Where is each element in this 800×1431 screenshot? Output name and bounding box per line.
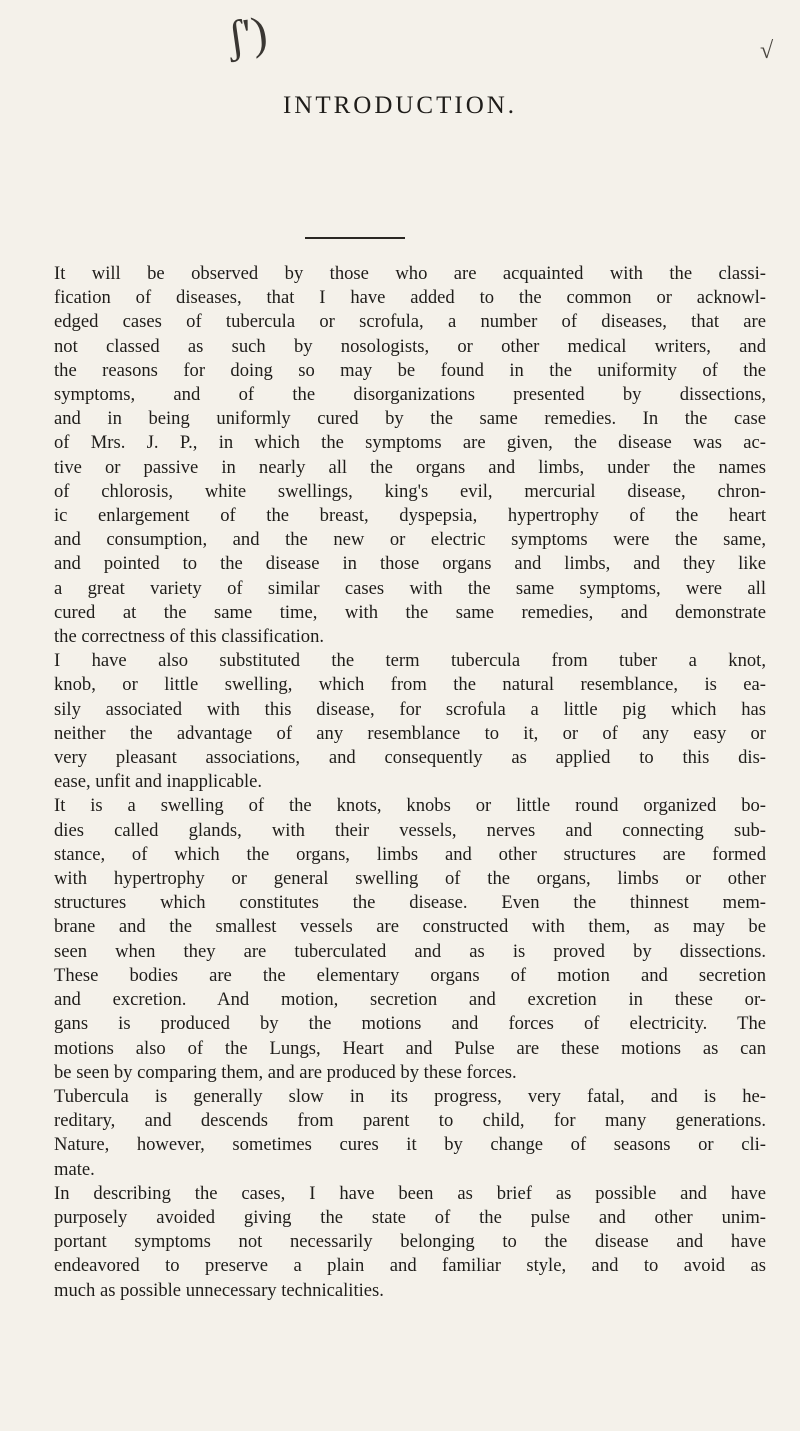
text-line: mate. xyxy=(54,1158,95,1180)
text-line: and pointed to the disease in those organs and limbs, and they like xyxy=(54,553,766,575)
text-line: tive or passive in nearly all the organs and limbs, under the names xyxy=(54,456,766,478)
text-line: of Mrs. J. P., in which the symptoms are given, the disease was ac- xyxy=(54,432,766,454)
text-line: with hypertrophy or general swelling of the organs, limbs or other xyxy=(54,868,766,890)
text-line: very pleasant associations, and consequently as applied to this dis- xyxy=(54,747,766,769)
text-line: motions also of the Lungs, Heart and Pulse are these motions as can xyxy=(54,1037,766,1059)
text-line: gans is produced by the motions and forces of electricity. The xyxy=(54,1013,766,1035)
text-line: reditary, and descends from parent to child, for many generations. xyxy=(54,1110,766,1132)
text-line: dies called glands, with their vessels, nerves and connecting sub- xyxy=(54,819,766,841)
text-line: and in being uniformly cured by the same remedies. In the case xyxy=(54,408,766,430)
page-mark-right: √ xyxy=(760,38,774,64)
text-line: In describing the cases, I have been as brief as possible and have xyxy=(54,1182,766,1204)
text-line: I have also substituted the term tubercula from tuber a knot, xyxy=(54,650,766,672)
page-mark-left: ʃ') xyxy=(224,6,271,63)
heading-rule xyxy=(305,237,405,239)
text-line: cured at the same time, with the same remedies, and demonstrate xyxy=(54,601,766,623)
text-line: not classed as such by nosologists, or other medical writers, and xyxy=(54,335,766,357)
text-line: Tubercula is generally slow in its progress, very fatal, and is he- xyxy=(54,1085,766,1107)
text-line: structures which constitutes the disease. Even the thinnest mem- xyxy=(54,892,766,914)
text-line: purposely avoided giving the state of the pulse and other unim- xyxy=(54,1206,766,1228)
body-text xyxy=(54,262,766,1303)
text-line: brane and the smallest vessels are constructed with them, as may be xyxy=(54,916,766,938)
text-line: the correctness of this classification. xyxy=(54,626,325,648)
text-line: It is a swelling of the knots, knobs or little round organized bo- xyxy=(54,795,766,817)
text-line: sily associated with this disease, for scrofula a little pig which has xyxy=(54,698,766,720)
text-line: ic enlargement of the breast, dyspepsia, hypertrophy of the heart xyxy=(54,505,766,527)
text-line: of chlorosis, white swellings, king's evil, mercurial disease, chron- xyxy=(54,480,766,502)
text-line: knob, or little swelling, which from the natural resemblance, is ea- xyxy=(54,674,766,696)
text-line: stance, of which the organs, limbs and other structures are formed xyxy=(54,843,766,865)
chapter-heading: INTRODUCTION. xyxy=(282,92,518,119)
text-line: endeavored to preserve a plain and familiar style, and to avoid as xyxy=(54,1255,766,1277)
text-line: symptoms, and of the disorganizations presented by dissections, xyxy=(54,384,766,406)
text-line: be seen by comparing them, and are produced by these forces. xyxy=(54,1061,517,1083)
text-line: the reasons for doing so may be found in the uniformity of the xyxy=(54,359,766,381)
text-line: much as possible unnecessary technicalities. xyxy=(54,1279,384,1301)
text-line: ease, unfit and inapplicable. xyxy=(54,771,263,793)
text-line: fication of diseases, that I have added to the common or acknowl- xyxy=(54,287,766,309)
text-line: Nature, however, sometimes cures it by change of seasons or cli- xyxy=(54,1134,766,1156)
text-line: edged cases of tubercula or scrofula, a number of diseases, that are xyxy=(54,311,766,333)
text-line: and consumption, and the new or electric symptoms were the same, xyxy=(54,529,766,551)
text-line: It will be observed by those who are acquainted with the classi- xyxy=(54,263,766,284)
text-line: and excretion. And motion, secretion and excretion in these or- xyxy=(54,989,766,1011)
text-line: a great variety of similar cases with the same symptoms, were all xyxy=(54,577,766,599)
text-line: seen when they are tuberculated and as is proved by dissections. xyxy=(54,940,766,962)
text-line: portant symptoms not necessarily belonging to the disease and have xyxy=(54,1231,766,1253)
text-line: These bodies are the elementary organs of motion and secretion xyxy=(54,964,766,986)
text-line: neither the advantage of any resemblance to it, or of any easy or xyxy=(54,722,766,744)
